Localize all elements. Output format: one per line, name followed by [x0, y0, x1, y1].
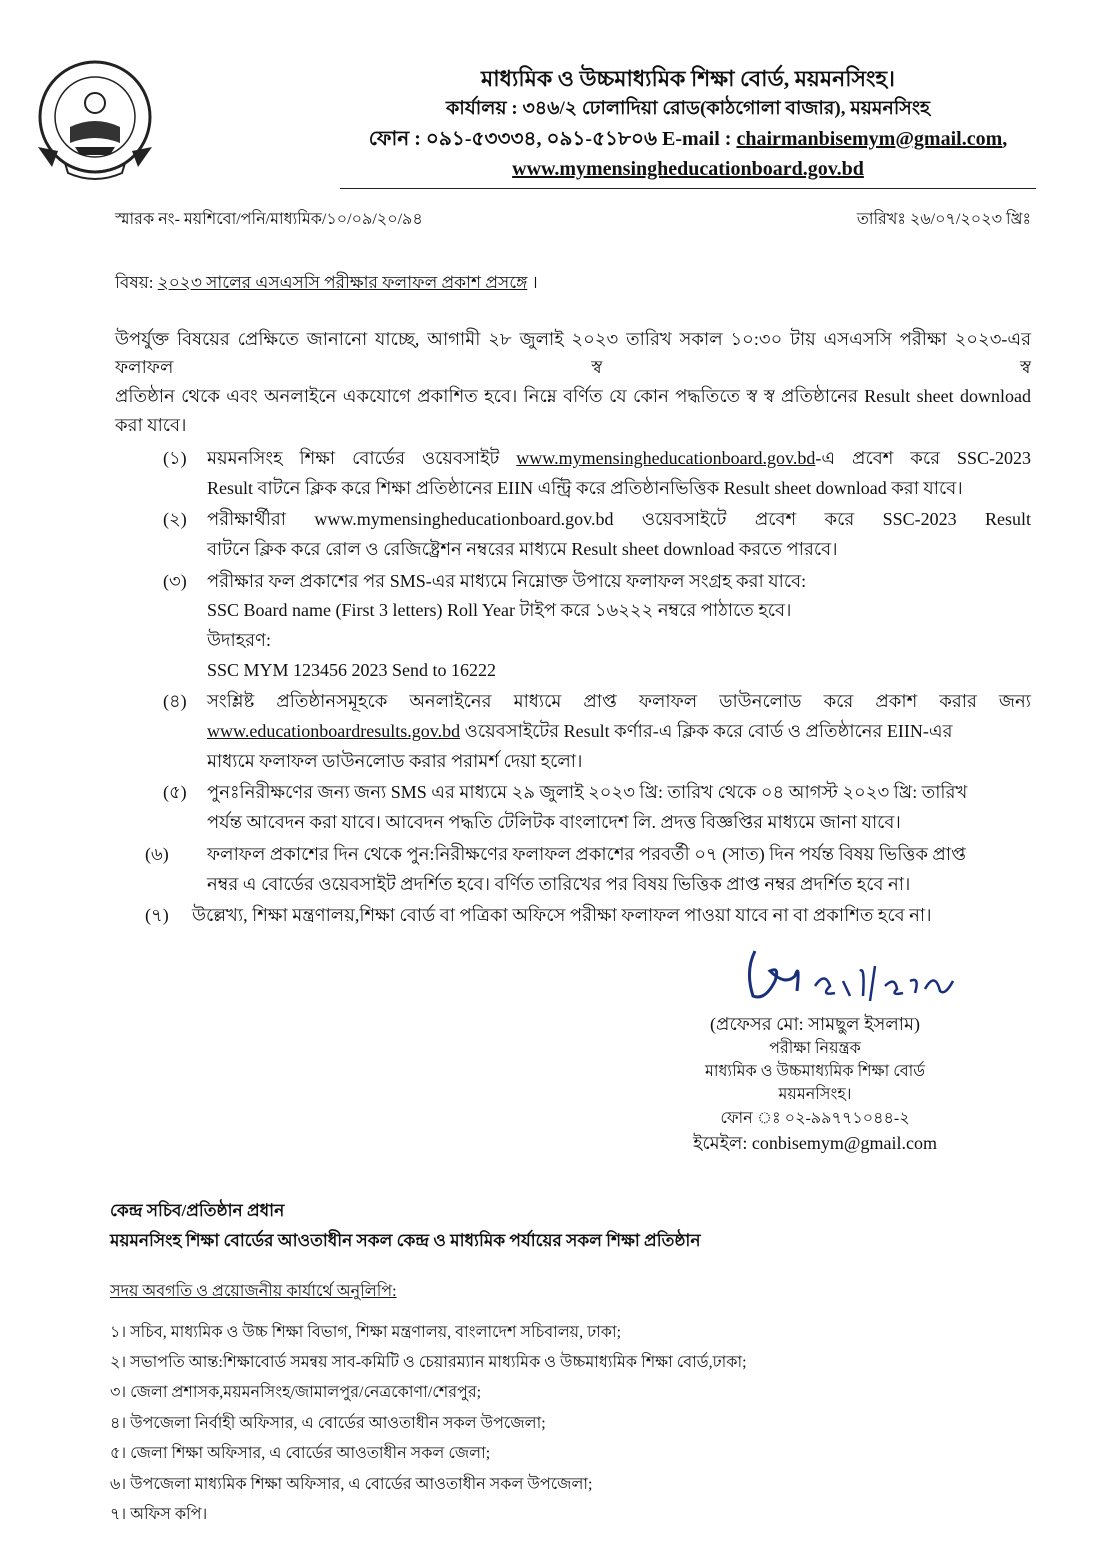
- list-item: [115, 505, 1031, 564]
- recipient-line-2: ময়মনসিংহ শিক্ষা বোর্ডের আওতাধীন সকল কেন্দ্র ও মাধ্যমিক পর্যায়ের সকল শিক্ষা প্রতিষ্ঠান: [110, 1230, 701, 1250]
- cc-item: ৪। উপজেলা নির্বাহী অফিসার, এ বোর্ডের আওতাধীন সকল উপজেলা;: [110, 1414, 546, 1432]
- memo-date: তারিখঃ ২৬/০৭/২০২৩ খ্রিঃ: [856, 210, 1031, 228]
- item-4-line-1: সংশ্লিষ্ট প্রতিষ্ঠানসমূহকে অনলাইনের মাধ্যমে প্রাপ্ত ফলাফল ডাউনলোড করে প্রকাশ করার জন্য: [207, 691, 1031, 712]
- handwritten-signature: [725, 941, 965, 1011]
- memo-line: [115, 209, 1031, 231]
- list-item: [115, 687, 1031, 776]
- signatory-email: ইমেইল: conbisemym@gmail.com: [693, 1132, 937, 1153]
- board-title: মাধ্যমিক ও উচ্চমাধ্যমিক শিক্ষা বোর্ড, ময়মনসিংহ।: [481, 66, 895, 91]
- list-item: [115, 444, 1031, 503]
- signatory-name: (প্রফেসর মো: সামছুল ইসলাম): [710, 1013, 920, 1034]
- item-7-number: (৭): [145, 905, 169, 926]
- office-address: কার্যালয় : ৩৪৬/২ ঢোলাদিয়া রোড(কাঠগোলা বাজার), ময়মনসিংহ: [446, 98, 930, 119]
- cc-item: ৬। উপজেলা মাধ্যমিক শিক্ষা অফিসার, এ বোর্ডের আওতাধীন সকল উপজেলা;: [110, 1475, 593, 1493]
- intro-paragraph: [115, 325, 1031, 440]
- item-6-line-2: নম্বর এ বোর্ডের ওয়েবসাইট প্রদর্শিত হবে। বর্ণিত তারিখের পর বিষয় ভিত্তিক প্রাপ্ত নম্বর প্রদর্শিত হবে না।: [207, 873, 911, 894]
- item-4-results-link[interactable]: www.educationboardresults.gov.bd: [207, 721, 461, 742]
- cc-item: ৭। অফিস কপি।: [110, 1506, 208, 1524]
- contact-line: [340, 124, 1036, 154]
- item-5-line-1: পুনঃনিরীক্ষণের জন্য জন্য SMS এর মাধ্যমে ২৯ জুলাই ২০২৩ খ্রি: তারিখ থেকে ০৪ আগস্ট ২০২৩ খ্রি: তারিখ: [207, 782, 968, 803]
- item-4-line-3: মাধ্যমে ফলাফল ডাউনলোড করার পরামর্শ দেয়া হলো।: [207, 750, 583, 771]
- item-1-number: (১): [163, 447, 187, 468]
- item-3-line-3: উদাহরণ:: [207, 630, 271, 650]
- signatory-organization: মাধ্যমিক ও উচ্চমাধ্যমিক শিক্ষা বোর্ড: [704, 1063, 926, 1081]
- subject-label: বিষয়:: [115, 272, 158, 292]
- signatory-phone: ফোন ঃ ০২-৯৯৭৭১০৪৪-২: [720, 1109, 910, 1127]
- cc-heading: [110, 1277, 1031, 1307]
- list-item: [115, 840, 1031, 899]
- item-5-number: (৫): [163, 782, 187, 803]
- item-3-number: (৩): [163, 570, 187, 591]
- subject-line: [115, 271, 1031, 295]
- item-6-number: (৬): [145, 843, 169, 864]
- signatory-designation: পরীক্ষা নিয়ন্ত্রক: [769, 1039, 861, 1057]
- subject-suffix: ।: [527, 272, 538, 292]
- signatory-city: ময়মনসিংহ।: [778, 1086, 852, 1104]
- phone-numbers: ফোন : ০৯১-৫৩৩৩৪, ০৯১-৫১৮০৬ E-mail :: [368, 127, 737, 150]
- copy-list: [110, 1277, 1031, 1530]
- header-divider: [340, 188, 1036, 189]
- item-2-number: (২): [163, 509, 187, 530]
- item-2-line-2: বাটনে ক্লিক করে রোল ও রেজিষ্ট্রেশন নম্বরের মাধ্যমে Result sheet download করতে পারবে।: [207, 538, 838, 559]
- item-1-text-end: -এ প্রবেশ করে SSC-2023: [815, 447, 1031, 468]
- cc-heading-text: সদয় অবগতি ও প্রয়োজনীয় কার্যার্থে অনুলিপি:: [110, 1283, 397, 1301]
- cc-item: ২। সভাপতি আন্ত:শিক্ষাবোর্ড সমন্বয় সাব-কমিটি ও চেয়ারম্যান মাধ্যমিক ও উচ্চমাধ্যমিক শিক্ষা বোর্ড,ঢাকা;: [110, 1354, 747, 1372]
- intro-line-3: করা যাবে।: [115, 415, 187, 436]
- recipients: [110, 1196, 1031, 1256]
- board-website-link[interactable]: www.mymensingheducationboard.gov.bd: [512, 157, 864, 180]
- item-1-line-2: Result বাটনে ক্লিক করে শিক্ষা প্রতিষ্ঠানের EIIN এন্ট্রি করে প্রতিষ্ঠানভিত্তিক Result sheet download করা যাবে।: [207, 477, 963, 498]
- item-3-line-1: পরীক্ষার ফল প্রকাশের পর SMS-এর মাধ্যমে নিম্নোক্ত উপায়ে ফলাফল সংগ্রহ করা যাবে:: [207, 570, 807, 591]
- intro-line-1: উপর্যুক্ত বিষয়ের প্রেক্ষিতে জানানো যাচ্ছে, আগামী ২৮ জুলাই ২০২৩ তারিখ সকাল ১০:৩০ টায় এসএসসি পরীক্ষা ২০২৩-এর ফলাফল স্ব স্ব: [115, 328, 1031, 378]
- item-2-line-1: পরীক্ষার্থীরা www.mymensingheducationboard.gov.bd ওয়েবসাইটে প্রবেশ করে SSC-2023 Result: [207, 509, 1031, 530]
- intro-line-2: প্রতিষ্ঠান থেকে এবং অনলাইনে একযোগে প্রকাশিত হবে। নিম্নে বর্ণিত যে কোন পদ্ধতিতে স্ব স্ব প্রতিষ্ঠানের Result sheet download: [115, 386, 1031, 407]
- instructions-list: [115, 444, 1031, 931]
- website-line: [340, 154, 1036, 184]
- list-item: [115, 567, 1031, 686]
- item-4-line-2: [207, 717, 1031, 747]
- cc-item: ১। সচিব, মাধ্যমিক ও উচ্চ শিক্ষা বিভাগ, শিক্ষা মন্ত্রণালয়, বাংলাদেশ সচিবালয়, ঢাকা;: [110, 1323, 622, 1341]
- recipient-line-1: কেন্দ্র সচিব/প্রতিষ্ঠান প্রধান: [110, 1200, 285, 1220]
- item-1-website-link[interactable]: www.mymensingheducationboard.gov.bd: [516, 447, 816, 468]
- item-7-line-1: উল্লেখ্য, শিক্ষা মন্ত্রণালয়,শিক্ষা বোর্ড বা পত্রিকা অফিসে পরীক্ষা ফলাফল পাওয়া যাবে না বা প্রকাশিত হবে না।: [192, 905, 932, 926]
- item-3-line-2: SSC Board name (First 3 letters) Roll Year টাইপ করে ১৬২২২ নম্বরে পাঠাতে হবে।: [207, 600, 792, 621]
- item-1-line-1: [207, 444, 1031, 474]
- list-item: [115, 778, 1031, 837]
- memo-reference: স্মারক নং- ময়শিবো/পনি/মাধ্যমিক/১০/০৯/২০/৯৪: [115, 210, 423, 228]
- item-1-text: ময়মনসিংহ শিক্ষা বোর্ডের ওয়েবসাইট: [207, 447, 517, 468]
- cc-item: ৫। জেলা শিক্ষা অফিসার, এ বোর্ডের আওতাধীন সকল জেলা;: [110, 1445, 491, 1463]
- board-email-link[interactable]: chairmanbisemym@gmail.com: [736, 127, 1003, 150]
- item-4-text: ওয়েবসাইটের Result কর্ণার-এ ক্লিক করে বোর্ড ও প্রতিষ্ঠানের EIIN-এর: [460, 721, 953, 742]
- item-4-number: (৪): [163, 691, 187, 712]
- letterhead: [340, 62, 1036, 184]
- item-3-line-4: SSC MYM 123456 2023 Send to 16222: [207, 659, 497, 680]
- item-5-line-2: পর্যন্ত আবেদন করা যাবে। আবেদন পদ্ধতি টেলিটক বাংলাদেশ লি. প্রদত্ত বিজ্ঞপ্তির মাধ্যমে জানা যাবে।: [207, 812, 901, 833]
- item-6-line-1: ফলাফল প্রকাশের দিন থেকে পুন:নিরীক্ষণের ফলাফল প্রকাশের পরবর্তী ০৭ (সাত) দিন পর্যন্ত বিষয় ভিত্তিক প্রাপ্ত: [207, 843, 966, 864]
- cc-item: ৩। জেলা প্রশাসক,ময়মনসিংহ/জামালপুর/নেত্রকোণা/শেরপুর;: [110, 1384, 482, 1402]
- board-logo: [30, 55, 160, 185]
- subject-text: ২০২৩ সালের এসএসসি পরীক্ষার ফলাফল প্রকাশ প্রসঙ্গে: [157, 272, 528, 292]
- signature-block: [645, 941, 985, 1156]
- list-item: [115, 901, 1031, 931]
- comma: ,: [1002, 127, 1008, 150]
